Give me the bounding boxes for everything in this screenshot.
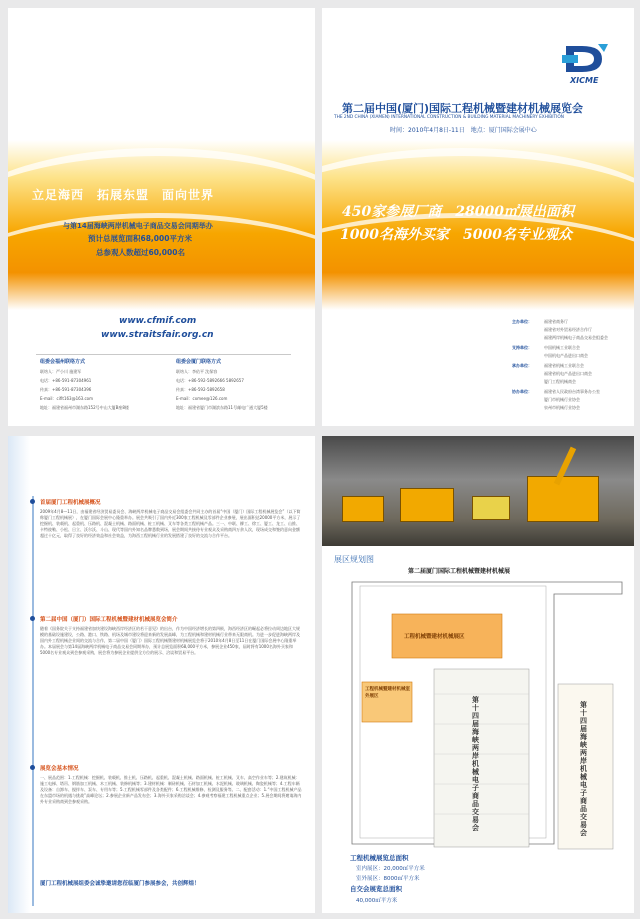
inner-left-page (8, 436, 315, 913)
area-title: 工程机械展览总面积 (350, 854, 409, 862)
fuzhou-fax: 传真：+86-591-87304396 (40, 387, 92, 392)
section-bullet-icon (30, 499, 35, 504)
timeline-line (32, 496, 34, 906)
expected-visitors: 总参观人数超过60,000名 (96, 248, 185, 257)
org-role: 主办单位： (512, 319, 532, 324)
org-name: 福建省对外贸易经济合作厅 (544, 327, 592, 332)
fuzhou-contact-title: 组委会福州联络方式 (40, 359, 86, 365)
section-overview-title: 首届厦门工程机械展概况 (40, 500, 101, 506)
website-straitsfair[interactable]: www.straitsfair.org.cn (101, 330, 214, 340)
org-name: 泉州市机械行业协会 (544, 405, 580, 410)
indoor-hall-label: 工程机械暨建材机械展区 (404, 634, 465, 640)
indoor-area: 室内展区：20,000㎡平方米 (356, 866, 425, 872)
xiamen-address: 地址：福建省厦门市湖滨东路11号邮电广通大厦5楼 (176, 405, 268, 410)
side-strip (8, 436, 30, 913)
exhibition-title-cn: 第二届中国(厦门)国际工程机械暨建材机械展览会 (342, 102, 584, 115)
stat-buyers-visitors: 1000名海外买家 5000名专业观众 (340, 227, 572, 243)
org-name: 厦门市机械行业协会 (544, 397, 580, 402)
fuzhou-contact-person: 联络人：严小川 施建军 (40, 369, 82, 374)
invitation-line: 厦门工程机械展组委会诚挚邀请您莅临厦门参展参会，共创辉煌！ (40, 881, 200, 887)
org-role: 承办单位： (512, 363, 532, 368)
org-role: 协办单位： (512, 389, 532, 394)
xiamen-contact-person: 联络人：李佑平 沈保容 (176, 369, 218, 374)
website-cfmif[interactable]: www.cfmif.com (119, 316, 197, 326)
section-intro-body: 随着《国务院关于支持福建省加快建设海峡西岸经济区的若干意见》的出台，作为中国经济增长的第四极，海西经济区的崛起必将拉动周边地区大规模的基础设施建设，公路、港口、铁路、机场及城市建设将迎来新的发展高峰，为工程机械和建材机械行业带来无限商机。为进一步促进海峡两岸及国内外工程机械企业间的交流与合作，第二届中国（厦门）国际工程机械暨建材机械展览会将于2010年4月8日至11日在厦门国际会展中心隆重举办。本届展会与第14届海峡两岸机械电子商品交易会同期举办，预计总展览面积68,000平方米，参展企业450家，届时将有1000名海外买家和5000名专业观众到会参观采购，展会将为参展企业提供全方位的展示、洽谈和贸易平台。 (40, 626, 300, 655)
xiamen-phone: 电话：+86-592-5892666 5892657 (176, 378, 244, 383)
section-intro-title: 第二届中国（厦门）国际工程机械暨建材机械展览会简介 (40, 617, 178, 623)
fuzhou-email[interactable]: E-mail：cifit163@163.com (40, 396, 94, 401)
stat-exhibitors-area: 450家参展厂商 28000㎡展出面积 (342, 204, 574, 220)
back-cover-page (8, 8, 315, 426)
exhibition-title-en: THE 2ND CHINA (XIAMEN) INTERNATIONAL CONSTRUCTION & BUILDING MATERIAL MACHINERY EXHIBITION (334, 115, 564, 120)
xicme-logo (562, 42, 610, 88)
side-hall-label-2: 第十四届海峡两岸机械电子商品交易会 (580, 701, 587, 837)
org-name: 福建省机械工业联合会 (544, 363, 584, 368)
org-name: 中国机电产品进出口商会 (544, 353, 588, 358)
side-hall-label: 第十四届海峡两岸机械电子商品交易会 (472, 696, 479, 832)
org-name: 福建省商务厅 (544, 319, 568, 324)
slogan: 立足海西 拓展东盟 面向世界 (32, 188, 215, 202)
floorplan-area (322, 546, 634, 913)
machine-shape (472, 496, 510, 520)
exhibition-photo (322, 436, 634, 546)
fuzhou-address: 地址：福建省福州市湖东路152号中山大厦B座8楼 (40, 405, 129, 410)
same-period-note: 与第14届海峡两岸机械电子商品交易会同期举办 (63, 222, 213, 230)
org-name: 厦门工程机械商会 (544, 379, 576, 384)
org-name: 福建省机电产品进出口商会 (544, 371, 592, 376)
xiamen-fax: 传真：+86-592-5892658 (176, 387, 225, 392)
xicme-logo-mark-icon (562, 42, 610, 76)
section-basics-title: 展览会基本情况 (40, 766, 79, 772)
outdoor-area: 室外展区：8000㎡平方米 (356, 876, 420, 882)
machine-shape (527, 476, 599, 522)
section-bullet-icon (30, 616, 35, 621)
inner-right-page (322, 436, 634, 913)
section-bullet-icon (30, 765, 35, 770)
org-name: 福建省人民政府台湾事务办公室 (544, 389, 600, 394)
section-basics-body: 一、展品范围：1.工程机械：挖掘机、装载机、推土机、压路机、起重机、混凝土机械、路面机械、桩工机械、叉车、高空作业车等；2.建筑机械：施工电梯、塔吊、钢筋加工机械、木工机械、装修机械等；3.建材机械：制砖机械、石材加工机械、水泥机械、玻璃机械、陶瓷机械等；4.工程车辆及设备：自卸车、搅拌车、泵车、专用车等；5.工程机械零部件及各类配件；6.工程机械维修、检测及服务等。二、配套活动：1.“中国工程机械产品在东盟市场的机遇与挑战”高峰论坛；2.参展企业新产品发布会；3.海外买家采购洽谈会；4.参观考察福建工程机械重点企业；5.展会期间将邀请海内外专业采购商到会参观采购。 (40, 775, 302, 804)
side-hall-block (434, 669, 529, 847)
machine-shape (400, 488, 454, 522)
org-name: 福建两岸机械电子商品交易会组委会 (544, 335, 608, 340)
machine-shape (342, 496, 384, 522)
date-and-venue: 时间：2010年4月8日-11日 地点：厦门国际会展中心 (390, 127, 537, 134)
logo-text: XICME (570, 76, 599, 85)
floorplan-title: 第二届厦门国际工程机械暨建材机械展 (408, 568, 511, 575)
floorplan-heading: 展区规划图 (334, 555, 374, 564)
self-area: 40,000㎡平方米 (356, 898, 398, 904)
fuzhou-phone: 电话：+86-591-87304961 (40, 378, 92, 383)
expected-area: 预计总展览面积68,000平方米 (88, 234, 192, 243)
org-role: 支持单位： (512, 345, 532, 350)
divider (36, 354, 291, 355)
self-area-title: 自交会展览总面积 (350, 885, 402, 893)
front-cover-page (322, 8, 634, 426)
outdoor-hall-label: 工程机械暨建材机械室外展区 (365, 687, 410, 699)
section-overview-body: 2009年4月8—11日，由福建省经济贸易委员会、海峡两岸机械电子商品交易会组委会共同主办的首届“中国（厦门）国际工程机械展览会”（以下简称厦门工程机械展），在厦门国际会展中心隆重举办。展会共吸引了国内外近300家工程机械及零部件企业参展，展出面积达20000平方米，展示了挖掘机、装载机、起重机、压路机、混凝土机械、路面机械、桩工机械、叉车等各类工程机械产品。三一、中联、柳工、徐工、厦工、龙工、山推、卡特彼勒、小松、日立、沃尔沃、斗山、现代等国内外知名品牌悉数到场，展会期间共接待专业观众及采购商四万余人次，现场成交和签约意向金额超过十亿元，取得了良好的经济效益和社会效益，为海西工程机械行业的发展搭建了良好的交流与合作平台。 (40, 509, 301, 538)
xiamen-email[interactable]: E-mail：cxmee@126.com (176, 396, 228, 401)
xiamen-contact-title: 组委会厦门联络方式 (176, 359, 222, 365)
org-name: 中国机械工业联合会 (544, 345, 580, 350)
